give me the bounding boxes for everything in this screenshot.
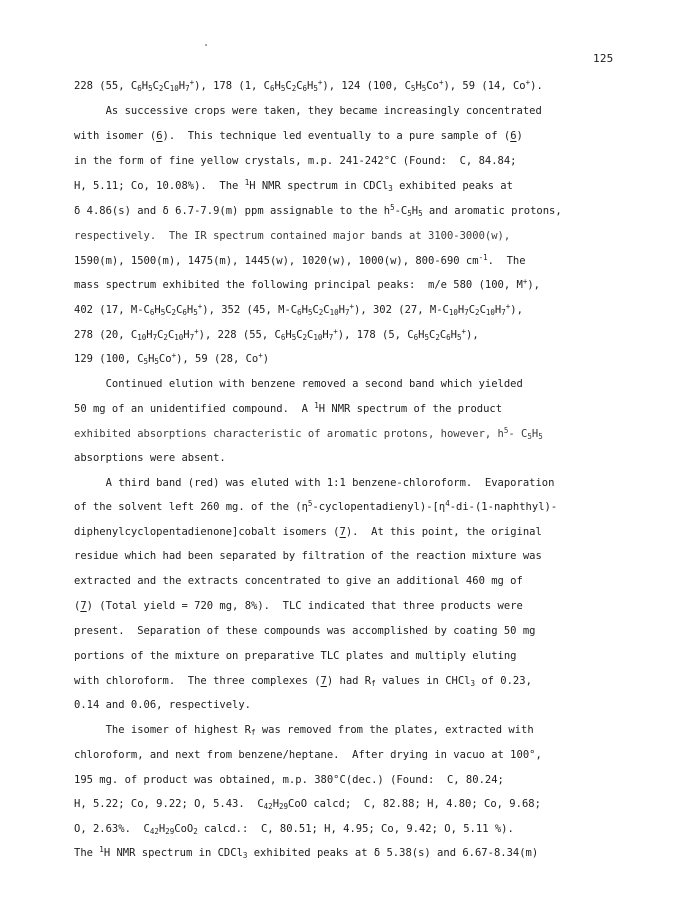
text-line: (7) (Total yield = 720 mg, 8%). TLC indicated that three products were [74, 600, 523, 612]
text-line: H, 5.11; Co, 10.08%). The $^1$H NMR spectrum in CDCl$_3$ exhibited peaks at [74, 178, 513, 193]
text-line: respectively. The IR spectrum contained major bands at 3100-3000(w), [74, 230, 511, 242]
text-line: of the solvent left 260 mg. of the $(\eta^5-cyclopentadienyl)-[\eta^4-di-(1-naphthyl)-$ [74, 499, 558, 513]
text-line: O, 2.63%. $C_{42}H_{29}CoO_2$ calcd.: C, 80.51; H, 4.95; Co, 9.42; O, 5.11 %). [74, 823, 514, 836]
text-line: mass spectrum exhibited the following principal peaks: m/e 580 (100, M+), [74, 277, 541, 291]
text-line: The $^1$H NMR spectrum in CDCl$_3$ exhibited peaks at δ 5.38(s) and 6.67-8.34(m) [74, 845, 539, 860]
text-line: diphenylcyclopentadienone]cobalt isomers (7). At this point, the original [74, 526, 542, 538]
text-line: 228 (55, $C_6H_5C_2C_{10}H_7^+$), 178 (1, $C_6H_5C_2C_6H_5^+$), 124 (100, $C_5H_5Co^+$), 59 (14, Co+). [74, 78, 543, 93]
text-line: 195 mg. of product was obtained, m.p. 380°C(dec.) (Found: C, 80.24; [74, 774, 504, 786]
text-line: H, 5.22; Co, 9.22; O, 5.43. $C_{42}H_{29}CoO$ calcd; C, 82.88; H, 4.80; Co, 9.68; [74, 798, 541, 811]
text-line: residue which had been separated by filtration of the reaction mixture was [74, 550, 542, 562]
text-line: δ 4.86(s) and δ 6.7-7.9(m) ppm assignable to the $h^5-C_5H_5$ and aromatic protons, [74, 203, 562, 218]
text-line: chloroform, and next from benzene/heptane. After drying in vacuo at 100°, [74, 749, 542, 761]
page-number: 125 [593, 52, 614, 65]
text-line: 402 (17, $M-C_6H_5C_2C_6H_5^+$), 352 (45, $M-C_6H_5C_2C_{10}H_7^+$), 302 (27, $M-C_{10}H_7C_2C_{10}H_7^+$), [74, 302, 523, 317]
text-line: exhibited absorptions characteristic of aromatic protons, however, $h^5-$ $C_5H_5$ [74, 426, 543, 441]
text-line: 50 mg of an unidentified compound. A $^1$H NMR spectrum of the product [74, 401, 503, 415]
text-line: Continued elution with benzene removed a second band which yielded [74, 378, 523, 390]
text-line: with isomer (6). This technique led eventually to a pure sample of (6) [74, 130, 523, 142]
text-line: 278 (20, $C_{10}H_7C_2C_{10}H_7^+$), 228 (55, $C_6H_5C_2C_{10}H_7^+$), 178 (5, $C_6H_5C_2C_6H_5^+$), [74, 327, 479, 342]
text-line: 0.14 and 0.06, respectively. [74, 699, 252, 711]
text-line: extracted and the extracts concentrated to give an additional 460 mg of [74, 575, 523, 587]
text-line: in the form of fine yellow crystals, m.p. 241-242°C (Found: C, 84.84; [74, 155, 517, 167]
text-line: 129 (100, $C_5H_5Co^+$), 59 (28, Co+) [74, 351, 270, 366]
scan-speck [205, 44, 207, 46]
text-line: absorptions were absent. [74, 452, 226, 464]
text-line: 1590(m), 1500(m), 1475(m), 1445(w), 1020(w), 1000(w), 800-690 $cm^{-1}$. The [74, 253, 526, 267]
text-line: with chloroform. The three complexes (7) had $R_f$ values in CHCl$_3$ of 0.23, [74, 675, 532, 688]
text-line: The isomer of highest $R_f$ was removed from the plates, extracted with [74, 724, 534, 737]
text-line: As successive crops were taken, they became increasingly concentrated [74, 105, 542, 117]
text-line: A third band (red) was eluted with 1:1 benzene-chloroform. Evaporation [74, 477, 555, 489]
text-line: present. Separation of these compounds was accomplished by coating 50 mg [74, 625, 536, 637]
text-line: portions of the mixture on preparative TLC plates and multiply eluting [74, 650, 517, 662]
